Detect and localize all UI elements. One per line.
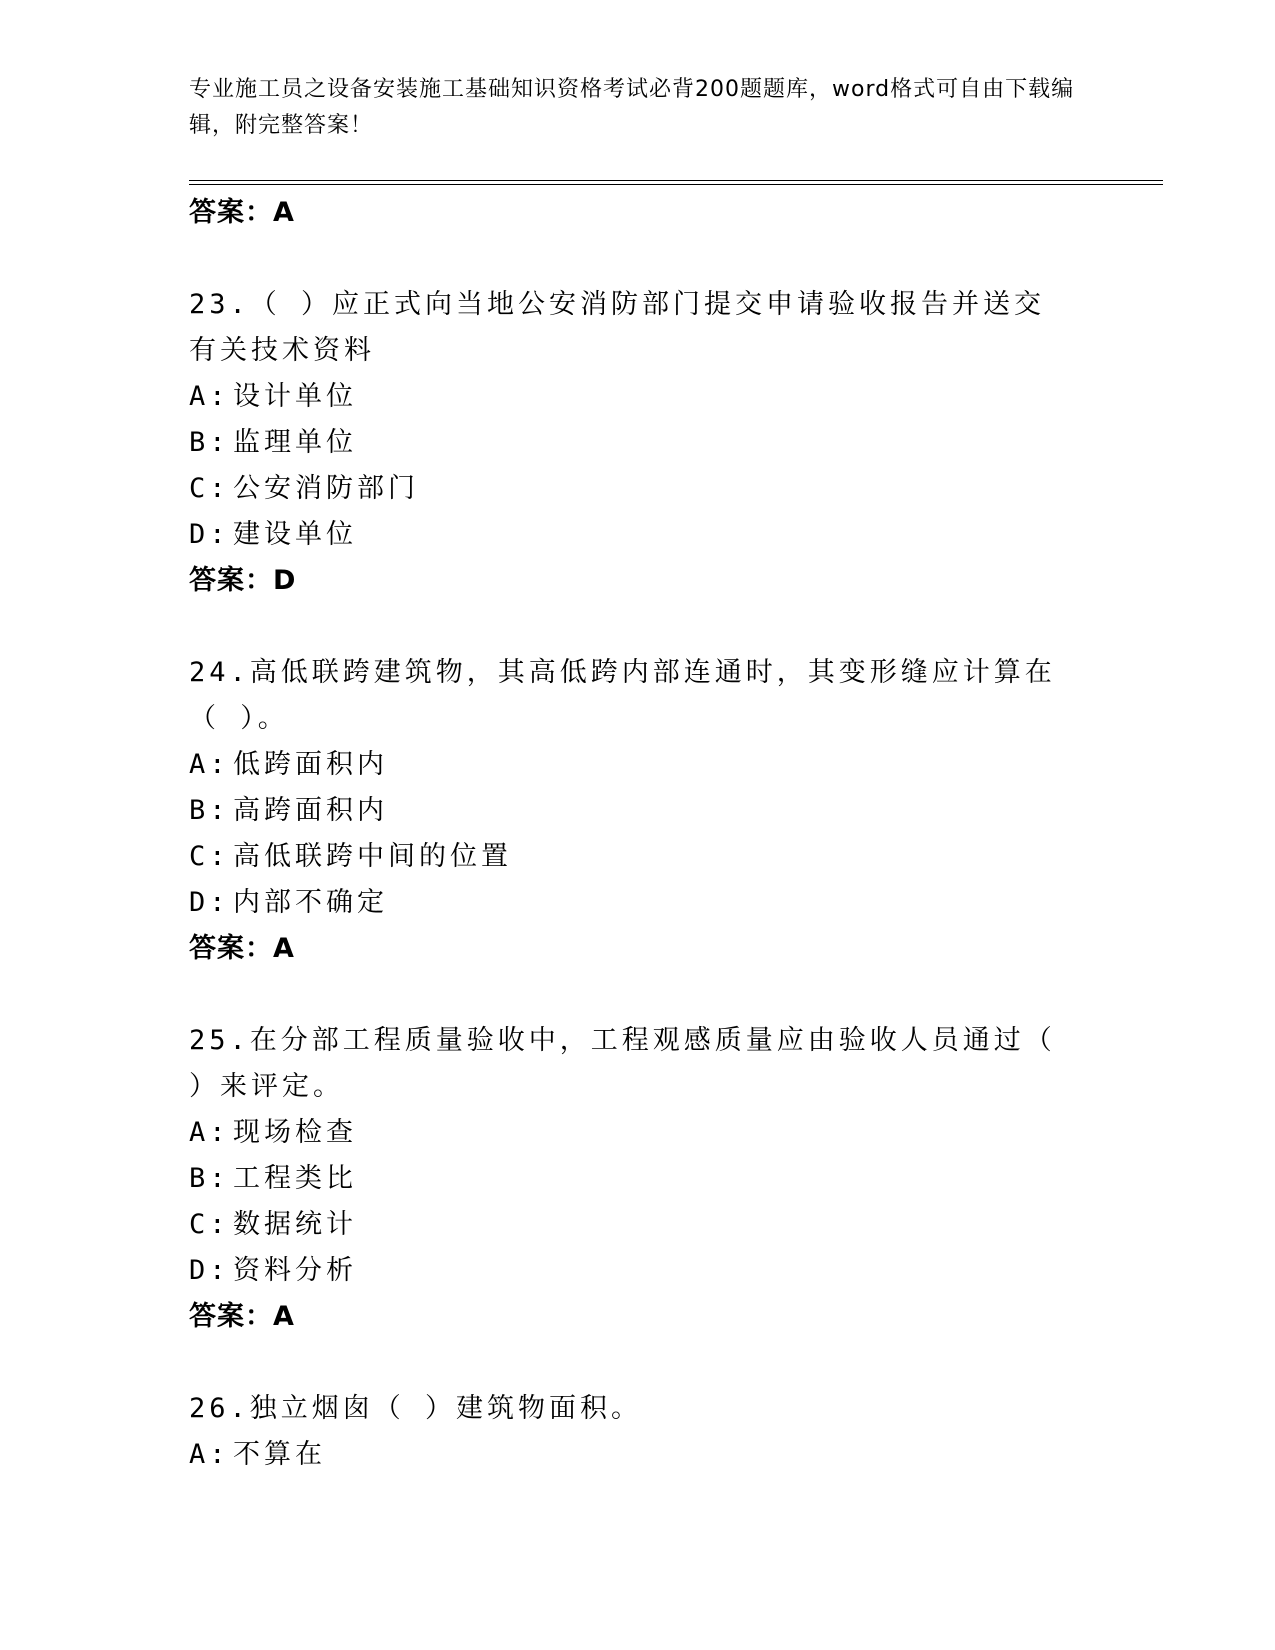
option-text: 数据统计	[233, 1209, 357, 1240]
previous-answer: 答案：A	[189, 197, 295, 228]
question-text: 23.（ ）应正式向当地公安消防部门提交申请验收报告并送交有关技术资料	[189, 289, 1046, 366]
option-letter: A:	[189, 749, 230, 780]
option-b	[189, 788, 1089, 834]
option-b	[189, 420, 1089, 466]
option-letter: D:	[189, 887, 230, 918]
option-c	[189, 1202, 1089, 1248]
option-d	[189, 1248, 1089, 1294]
option-b	[189, 1156, 1089, 1202]
option-text: 监理单位	[233, 427, 357, 458]
question-text: 26.独立烟囱（ ）建筑物面积。	[189, 1393, 643, 1424]
option-c	[189, 466, 1089, 512]
option-a	[189, 742, 1089, 788]
header-divider-bottom	[189, 184, 1163, 185]
option-letter: A:	[189, 381, 230, 412]
option-a	[189, 374, 1089, 420]
answer: 答案：A	[189, 933, 295, 964]
question-list	[189, 190, 1089, 1478]
option-text: 建设单位	[233, 519, 357, 550]
answer: 答案：D	[189, 565, 297, 596]
option-letter: B:	[189, 1163, 230, 1194]
option-text: 内部不确定	[233, 887, 388, 918]
option-a	[189, 1432, 1089, 1478]
header-title: 专业施工员之设备安装施工基础知识资格考试必背200题题库，word格式可自由下载编辑，附完整答案！	[189, 77, 1075, 138]
option-letter: A:	[189, 1439, 230, 1470]
option-letter: C:	[189, 841, 230, 872]
option-text: 不算在	[233, 1439, 326, 1470]
answer: 答案：A	[189, 1301, 295, 1332]
option-d	[189, 512, 1089, 558]
option-letter: B:	[189, 795, 230, 826]
question-text: 24.高低联跨建筑物，其高低跨内部连通时，其变形缝应计算在（ ）。	[189, 657, 1056, 734]
option-letter: D:	[189, 1255, 230, 1286]
option-letter: C:	[189, 1209, 230, 1240]
question-26	[189, 1386, 1089, 1478]
option-a	[189, 1110, 1089, 1156]
option-letter: D:	[189, 519, 230, 550]
document-header	[189, 72, 1079, 144]
option-text: 公安消防部门	[233, 473, 419, 504]
question-25	[189, 1018, 1089, 1340]
option-letter: B:	[189, 427, 230, 458]
option-text: 现场检查	[233, 1117, 357, 1148]
option-d	[189, 880, 1089, 926]
question-24	[189, 650, 1089, 972]
header-divider-top	[189, 180, 1163, 181]
option-text: 高低联跨中间的位置	[233, 841, 512, 872]
option-text: 设计单位	[233, 381, 357, 412]
option-c	[189, 834, 1089, 880]
option-text: 高跨面积内	[233, 795, 388, 826]
option-letter: A:	[189, 1117, 230, 1148]
question-23	[189, 282, 1089, 604]
question-text: 25.在分部工程质量验收中，工程观感质量应由验收人员通过（ ）来评定。	[189, 1025, 1056, 1102]
option-letter: C:	[189, 473, 230, 504]
option-text: 资料分析	[233, 1255, 357, 1286]
option-text: 低跨面积内	[233, 749, 388, 780]
option-text: 工程类比	[233, 1163, 357, 1194]
